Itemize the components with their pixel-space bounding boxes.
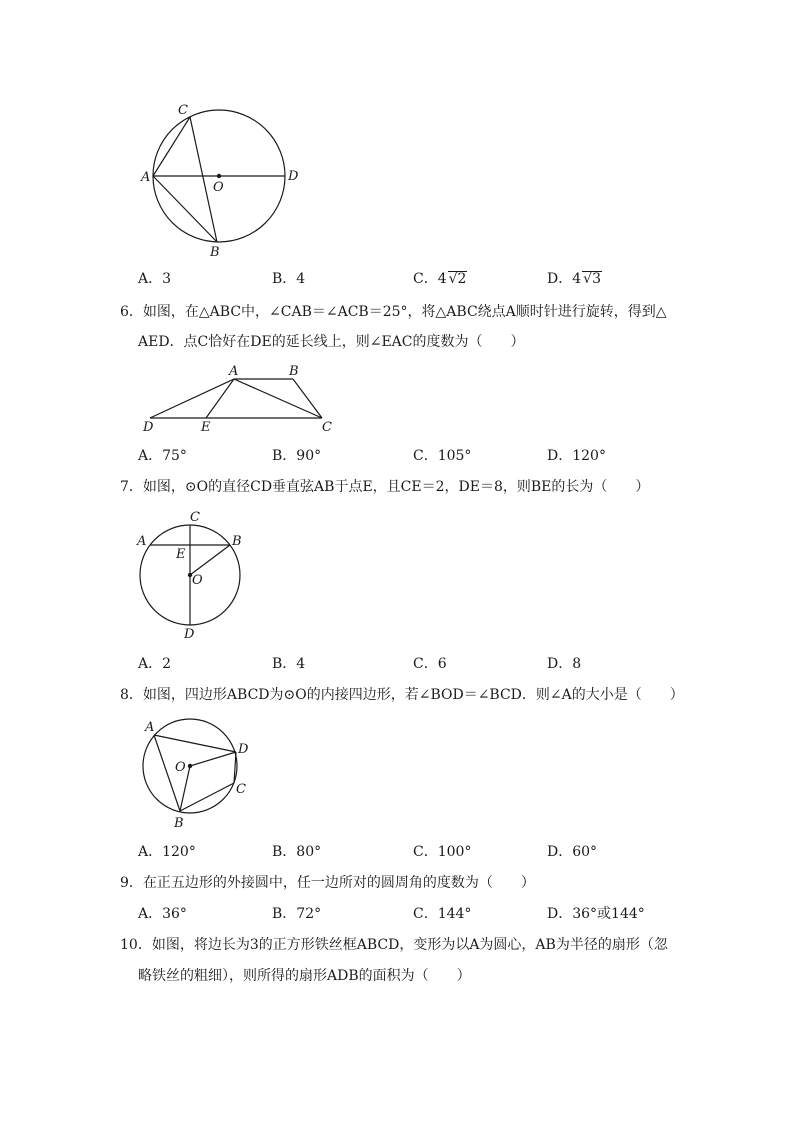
q5-option-d-prefix: D．4	[547, 271, 582, 287]
q9-option-b: B．72°	[272, 906, 322, 922]
q7-label-b: B	[232, 534, 242, 549]
q8-label-c: C	[236, 782, 246, 797]
q5-label-d: D	[288, 169, 299, 184]
sqrt-radical: √2	[448, 271, 467, 287]
q8-option-b: B．80°	[272, 844, 322, 860]
q9-option-c: C．144°	[413, 906, 472, 922]
q6-label-c: C	[322, 420, 332, 435]
q7-question-line1: 7．如图，⊙O的直径CD垂直弦AB于点E，且CE＝2，DE＝8，则BE的长为（ ）	[120, 479, 650, 495]
q10-question-line1: 10．如图，将边长为3的正方形铁丝框ABCD，变形为以A为圆心，AB为半径的扇形（忽	[120, 937, 668, 953]
sqrt-radical: √3	[583, 271, 601, 287]
q6-option-d: D．120°	[547, 448, 606, 464]
q5-label-o: O	[213, 180, 224, 195]
q6-label-b: B	[289, 364, 299, 379]
q7-option-b: B．4	[272, 656, 306, 672]
q9-question-line1: 9．在正五边形的外接圆中，任一边所对的圆周角的度数为（ ）	[120, 875, 535, 891]
q10-question-line2: 略铁丝的粗细），则所得的扇形ADB的面积为（ ）	[138, 968, 471, 984]
q8-option-d: D．60°	[547, 844, 598, 860]
q8-label-b: B	[174, 816, 184, 831]
q7-label-c: C	[190, 510, 200, 525]
q5-option-b: B．4	[272, 271, 306, 287]
q5-option-c-radicand: 2	[457, 271, 467, 287]
q7-label-o: O	[192, 573, 203, 588]
q5-option-a: A．3	[138, 271, 172, 287]
q7-label-d: D	[184, 627, 195, 642]
q7-option-d: D．8	[547, 656, 582, 672]
q9-option-a: A．36°	[138, 906, 187, 922]
q7-label-a: A	[137, 534, 147, 549]
q8-label-o: O	[175, 760, 186, 775]
q8-label-d: D	[238, 742, 249, 757]
q8-option-a: A．120°	[138, 844, 196, 860]
q5-option-c-prefix: C．4	[413, 271, 447, 287]
q5-label-a: A	[141, 170, 151, 185]
q7-label-e: E	[176, 547, 186, 562]
q6-option-b: B．90°	[272, 448, 322, 464]
q5-label-c: C	[178, 103, 188, 118]
q8-option-c: C．100°	[413, 844, 472, 860]
q9-option-d: D．36°或144°	[547, 906, 645, 922]
q7-option-a: A．2	[138, 656, 172, 672]
q8-label-a: A	[145, 720, 155, 735]
q5-label-b: B	[210, 245, 220, 260]
q6-label-a: A	[229, 364, 239, 379]
q6-label-d: D	[143, 420, 154, 435]
q6-label-e: E	[201, 420, 211, 435]
q6-option-c: C．105°	[413, 448, 472, 464]
q8-question-line1: 8．如图，四边形ABCD为⊙O的内接四边形，若∠BOD＝∠BCD．则∠A的大小是（ ）	[120, 687, 684, 703]
q6-question-line1: 6．如图，在△ABC中，∠CAB＝∠ACB＝25°，将△ABC绕点A顺时针进行旋转，得到△	[120, 304, 667, 320]
q6-option-a: A．75°	[138, 448, 187, 464]
q5-option-d-radicand: 3	[592, 271, 601, 287]
q7-option-c: C．6	[413, 656, 447, 672]
q6-question-line2: AED．点C恰好在DE的延长线上，则∠EAC的度数为（ ）	[138, 334, 525, 350]
